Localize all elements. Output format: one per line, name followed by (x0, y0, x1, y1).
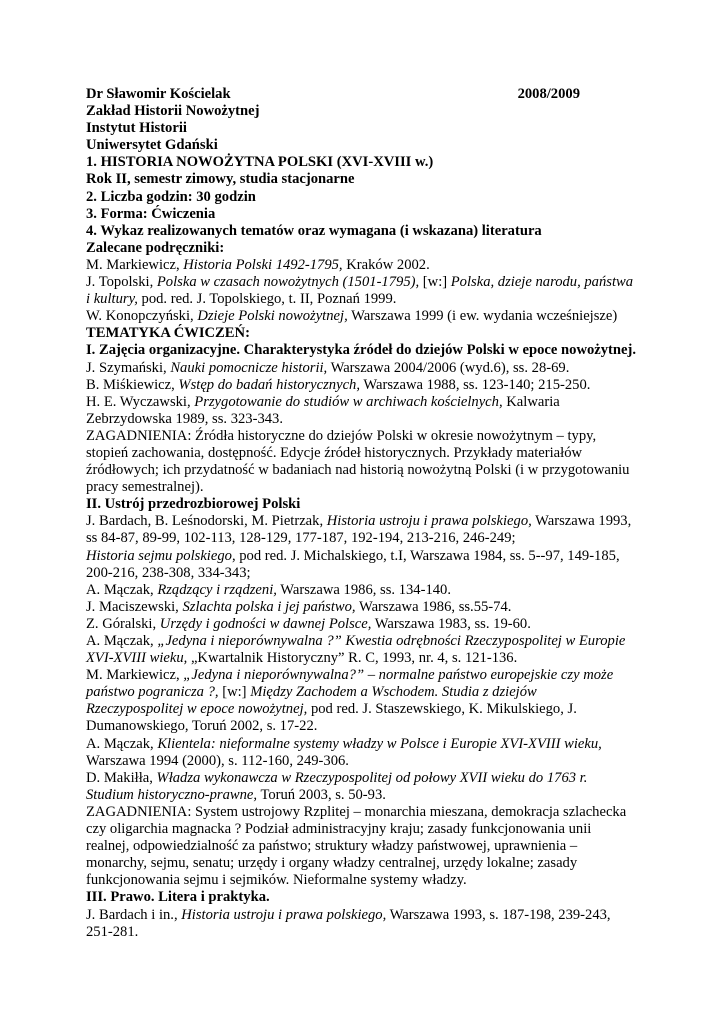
reference: A. Mączak, Rządzący i rządzeni, Warszawa 1986, ss. 134-140. (86, 581, 451, 598)
issues-text: ZAGADNIENIA: Źródła historyczne do dziejów Polski w okresie nowożytnym – typy, (86, 427, 597, 444)
textbook-entry: W. Konopczyński, Dzieje Polski nowożytnej, Warszawa 1999 (i ew. wydania wcześniejsze) (86, 308, 618, 325)
course-semester: Rok II, semestr zimowy, studia stacjonarne (86, 171, 355, 188)
section-2-heading: II. Ustrój przedrozbiorowej Polski (86, 496, 301, 513)
reference: J. Bardach, B. Leśnodorski, M. Pietrzak, Historia ustroju i prawa polskiego, Warszawa 1993, (86, 513, 632, 530)
course-title: 1. HISTORIA NOWOŻYTNA POLSKI (XVI-XVIII w.) (86, 154, 434, 171)
reference-cont: Dumanowskiego, Toruń 2002, s. 17-22. (86, 718, 318, 735)
reference-cont: Warszawa 1994 (2000), s. 112-160, 249-306. (86, 752, 349, 769)
reference: B. Miśkiewicz, Wstęp do badań historycznych, Warszawa 1988, ss. 123-140; 215-250. (86, 376, 591, 393)
textbook-entry: M. Markiewicz, Historia Polski 1492-1795, Kraków 2002. (86, 256, 430, 273)
reference-cont: ss 84-87, 89-99, 102-113, 128-129, 177-187, 192-194, 213-216, 246-249; (86, 530, 516, 547)
section-1-heading: I. Zajęcia organizacyjne. Charakterystyka źródeł do dziejów Polski w epoce nowożytnej. (86, 342, 637, 359)
topics-list-heading: 4. Wykaz realizowanych tematów oraz wymagana (i wskazana) literatura (86, 222, 542, 239)
textbook-entry: J. Topolski, Polska w czasach nowożytnych (1501-1795), [w:] Polska, dzieje narodu, państwa (86, 274, 634, 291)
reference-cont: XVI-XVIII wieku, „Kwartalnik Historyczny” R. C, 1993, nr. 4, s. 121-136. (86, 650, 518, 667)
reference-cont: Rzeczypospolitej w epoce nowożytnej, pod red. J. Staszewskiego, K. Mikulskiego, J. (86, 701, 577, 718)
academic-year: 2008/2009 (517, 86, 580, 102)
reference: D. Makiłła, Władza wykonawcza w Rzeczypospolitej od połowy XVII wieku do 1763 r. (86, 769, 588, 786)
department: Zakład Historii Nowożytnej (86, 103, 260, 120)
document-page (86, 86, 666, 941)
reference: J. Szymański, Nauki pomocnicze historii, Warszawa 2004/2006 (wyd.6), ss. 28-69. (86, 359, 570, 376)
reference: Z. Góralski, Urzędy i godności w dawnej Polsce, Warszawa 1983, ss. 19-60. (86, 615, 531, 632)
issues-text: funkcjonowania sejmu i sejmików. Nieformalne systemy władzy. (86, 872, 467, 889)
reference: J. Bardach i in., Historia ustroju i prawa polskiego, Warszawa 1993, s. 187-198, 239-243, (86, 906, 611, 923)
issues-text: ZAGADNIENIA: System ustrojowy Rzplitej – monarchia mieszana, demokracja szlachecka (86, 803, 627, 820)
issues-text: realnej, odpowiedzialność za państwo; struktury władzy państwowej, uprawnienia – (86, 838, 578, 855)
institute: Instytut Historii (86, 120, 187, 137)
reference: A. Mączak, Klientela: nieformalne systemy władzy w Polsce i Europie XVI-XVIII wieku, (86, 735, 602, 752)
issues-text: czy oligarchia magnacka ? Podział administracyjny kraju; zasady funkcjonowania unii (86, 821, 592, 838)
reference: H. E. Wyczawski, Przygotowanie do studiów w archiwach kościelnych, Kalwaria (86, 393, 560, 410)
reference-cont: Studium historyczno-prawne, Toruń 2003, s. 50-93. (86, 786, 386, 803)
reference: A. Mączak, „Jedyna i nieporównywalna ?” Kwestia odrębności Rzeczypospolitej w Europie (86, 633, 626, 649)
university: Uniwersytet Gdański (86, 137, 218, 154)
reference: Historia sejmu polskiego, pod red. J. Michalskiego, t.I, Warszawa 1984, ss. 5--97, 149-185, (86, 547, 620, 564)
reference-cont: 251-281. (86, 923, 139, 940)
issues-text: źródłowych; ich przydatność w badaniach nad historią nowożytną Polski (i w przygotowaniu (86, 462, 630, 479)
section-3-heading: III. Prawo. Litera i praktyka. (86, 889, 270, 906)
header-author-row (86, 86, 580, 103)
textbook-entry-cont: i kultury, pod. red. J. Topolskiego, t. II, Poznań 1999. (86, 291, 397, 308)
course-hours: 2. Liczba godzin: 30 godzin (86, 188, 256, 205)
issues-text: stopień zachowania, dostępność. Edycje źródeł historycznych. Przykłady materiałów (86, 444, 583, 461)
reference-cont: państwo pogranicza ?, [w:] Między Zachodem a Wschodem. Studia z dziejów (86, 684, 537, 701)
reference: M. Markiewicz, „Jedyna i nieporównywalna?” – normalne państwo europejskie czy może (86, 667, 614, 684)
issues-text: monarchy, sejmu, senatu; urzędy i organy władzy centralnej, urzędy lokalne; zasady (86, 855, 578, 872)
reference-cont: Zebrzydowska 1989, ss. 323-343. (86, 410, 283, 427)
reference-cont: 200-216, 238-308, 334-343; (86, 564, 251, 581)
reference: J. Maciszewski, Szlachta polska i jej państwo, Warszawa 1986, ss.55-74. (86, 598, 512, 615)
textbooks-heading: Zalecane podręczniki: (86, 239, 225, 256)
tematyka-heading: TEMATYKA ĆWICZEŃ: (86, 325, 250, 342)
course-form: 3. Forma: Ćwiczenia (86, 205, 216, 222)
author: Dr Sławomir Kościelak (86, 86, 231, 102)
issues-text: pracy semestralnej). (86, 479, 204, 496)
